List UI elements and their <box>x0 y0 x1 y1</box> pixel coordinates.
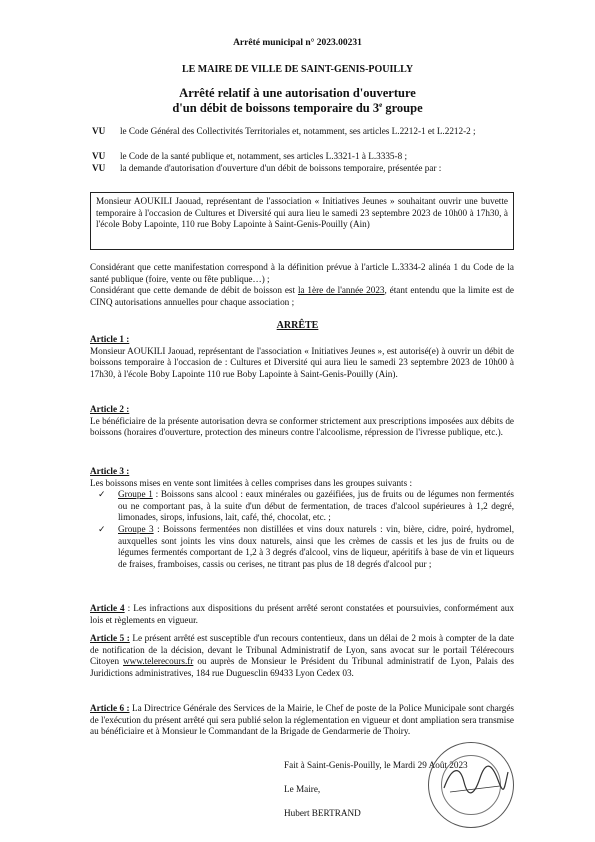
considerant-1: Considérant que cette manifestation correspond à la définition prévue à l'article L.3334-2 alinéa 1 du Code de la santé publique (foire, vente ou fête publique…) ; <box>90 262 514 284</box>
vu-item <box>92 163 512 174</box>
groupe-3-text: : Boissons fermentées non distillées et vins doux naturels : vin, bière, cidre, poiré, hydromel, auxquelles sont joints les vins doux naturels, ainsi que les crèmes de cassis et les jus de fruits ou de légumes fermentés comportant de 1,2 à 3 degrés d'alcool, vins de liqueur, apéritifs à base de vin et liqueurs de fraises, framboises, cassis ou cerises, ne titrant pas plus de 18 degrés d'alcool pur ; <box>118 523 514 569</box>
article-5 <box>90 633 514 679</box>
title-line-2-prefix: d'un débit de boissons temporaire du 3 <box>172 101 380 116</box>
groupe-1-text: : Boissons sans alcool : eaux minérales ou gazéifiées, jus de fruits ou de légumes non fermentés ou ne comportant pas, à la suite d'un début de fermentation, de traces d'alcool supérieures à 1,2 degré, limonades, sirops, infusions, lait, café, thé, chocolat, etc. ; <box>118 489 514 523</box>
article-5-text-prefix: Le présent arrêté est susceptible d'un recours contentieux, dans un délai de 2 mois à compter de la date de notification de la décision, devant le Tribunal Administratif de Lyon, sans avocat sur le portail Télérecours Citoyen <box>90 633 515 667</box>
considerant-2 <box>90 285 514 308</box>
vu-item <box>92 126 512 137</box>
vu-text: la demande d'autorisation d'ouverture d'un débit de boissons temporaire, présentée par : <box>120 163 442 173</box>
article-6-title: Article 6 : <box>90 703 130 713</box>
handwritten-signature-icon <box>440 760 510 800</box>
article-6-text: La Directrice Générale des Services de la Mairie, le Chef de poste de la Police Municipale sont chargés de l'exécution du présent arrêté qui sera publié selon la réglementation en vigueur et dont ampliation sera transmise au bénéficiaire et à Monsieur le Commandant de la Brigade de Gendarmerie de Thoiry. <box>90 703 514 737</box>
article-2 <box>90 404 514 439</box>
article-1-text: Monsieur AOUKILI Jaouad, représentant de l'association « Initiatives Jeunes », est autorisé(e) à ouvrir un débit de boissons temporaire à l'occasion de : Cultures et Diversité qui aura lieu le samedi 23 septembre 2023 de 10h00 à 17h30, à l'école Boby Lapointe 110 rue Boby Lapointe à Saint-Genis-Pouilly (Ain). <box>90 345 514 379</box>
vu-tag: VU <box>92 151 106 161</box>
article-1-title: Article 1 : <box>90 334 130 344</box>
article-3-intro: Les boissons mises en vente sont limitées à celles comprises dans les groupes suivants : <box>90 477 413 488</box>
article-4-title: Article 4 <box>90 603 125 613</box>
arrete-heading: ARRÊTE <box>276 320 319 331</box>
mayor-line: LE MAIRE DE VILLE DE SAINT-GENIS-POUILLY <box>181 64 414 75</box>
title-line-1: Arrêté relatif à une autorisation d'ouverture <box>179 86 416 100</box>
groupe-1-label: Groupe 1 <box>118 489 153 500</box>
article-2-title: Article 2 : <box>90 404 130 414</box>
vu-tag: VU <box>92 163 106 173</box>
article-4-text: : Les infractions aux dispositions du présent arrêté seront constatées et poursuivies, conformément aux lois et règlements en vigueur. <box>90 603 514 625</box>
groupe-1-item <box>90 489 514 524</box>
title-line-2-sup: e <box>379 101 383 109</box>
groupe-3-label: Groupe 3 <box>118 523 154 534</box>
considerant-2-underlined: la 1ère de l'année 2023 <box>297 285 385 296</box>
article-3-title: Article 3 : <box>90 466 130 476</box>
groupe-3-item <box>90 524 514 570</box>
article-2-text: Le bénéficiaire de la présente autorisation devra se conformer strictement aux prescriptions imposées aux débits de boissons (horaires d'ouverture, protection des mineurs contre l'alcoolisme, répression de l'ivresse publique, etc.). <box>90 415 514 438</box>
article-4 <box>90 603 514 626</box>
vu-item <box>92 151 512 162</box>
article-5-text-suffix: ou auprès de Monsieur le Président du Tribunal administratif de Lyon, Palais des Juridictions administratives, 184 rue Duguesclin 69433 Lyon Cedex 03. <box>90 656 514 678</box>
request-box: Monsieur AOUKILI Jaouad, représentant de l'association « Initiatives Jeunes » souhaitant ouvrir une buvette temporaire à l'occasion de Cultures et Diversité qui aura lieu le samedi 23 septembre 2023 de 10h00 à 17h30, à l'école Boby Lapointe, 110 rue Boby Lapointe à Saint-Genis-Pouilly (Ain) <box>90 192 514 250</box>
article-1 <box>90 334 514 380</box>
signatory-name: Hubert BERTRAND <box>284 808 361 818</box>
article-3 <box>90 466 514 570</box>
title-line-2 <box>0 101 595 116</box>
checkmark-icon: ✓ <box>98 523 106 534</box>
considerants <box>90 262 514 308</box>
signatory-role: Le Maire, <box>284 784 321 794</box>
vu-text: le Code Général des Collectivités Territoriales et, notamment, ses articles L.2212-1 et L.2212-2 ; <box>120 126 476 136</box>
considerant-2-suffix: , étant entendu que la limite est de CINQ autorisations annuelles pour chaque association ; <box>90 285 514 307</box>
arrete-number: Arrêté municipal n° 2023.00231 <box>233 38 362 48</box>
vu-text: le Code de la santé publique et, notamment, ses articles L.3321-1 à L.3335-8 ; <box>120 151 408 161</box>
checkmark-icon: ✓ <box>98 489 106 500</box>
title-line-2-suffix: groupe <box>382 101 423 116</box>
article-6 <box>90 703 514 738</box>
article-5-title: Article 5 : <box>90 633 130 643</box>
place-date: Fait à Saint-Genis-Pouilly, le Mardi 29 Août 2023 <box>284 760 468 770</box>
considerant-2-prefix: Considérant que cette demande de débit de boisson est <box>90 285 298 296</box>
vu-tag: VU <box>92 126 106 136</box>
telerecours-link[interactable]: www.telerecours.fr <box>123 656 194 667</box>
